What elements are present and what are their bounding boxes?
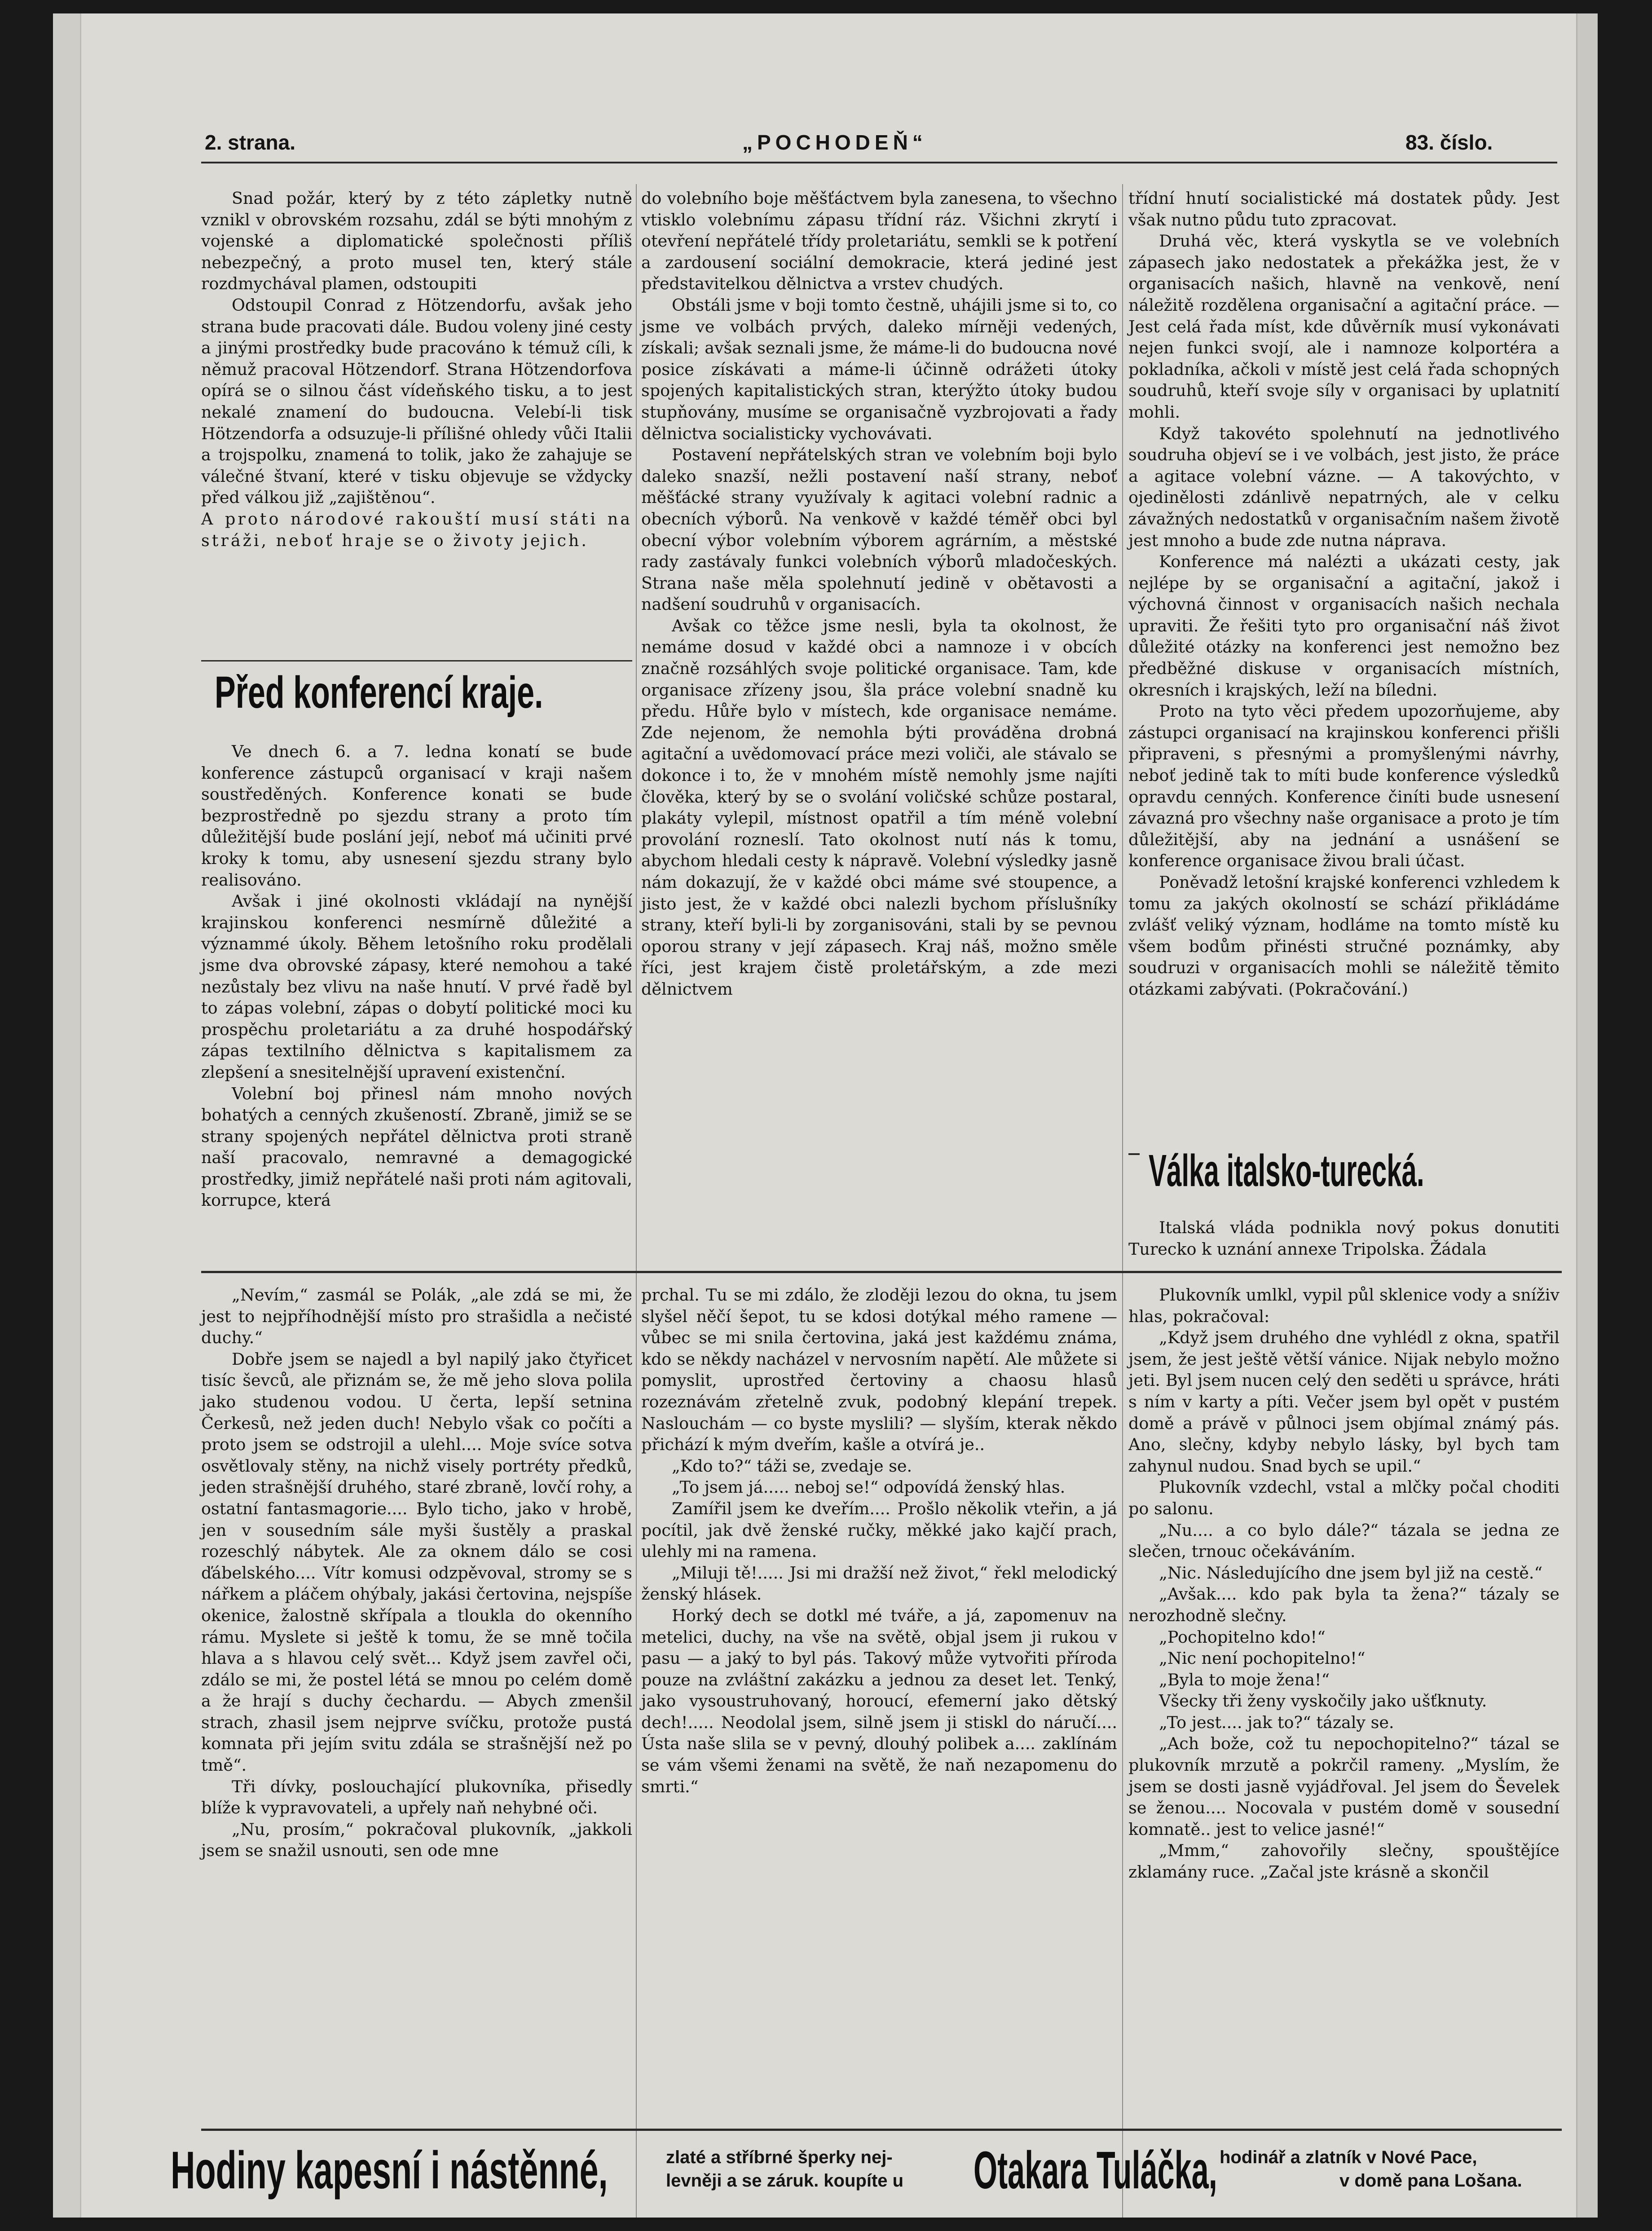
paragraph: Dobře jsem se najedl a byl napilý jako čtyřicet tisíc ševců, ale přiznám se, že mě jeho slova polila jako studenou vodou. U čerta, lepší setnina Čerkesů, než jeden duch! Nebylo však co počíti a proto jsem se odstrojil a ulehl.... Moje svíce sotva osvětlovaly stěny, na nichž visely portréty předků, jeden strašnější druhého, staré zbraně, lovčí rohy, a ostatní fantasmagorie.... Bylo ticho, jako v hrobě, jen v sousedním sále myši šustěly a praskal rozeschlý nábytek. Ale za oknem dálo se cosi ďábelského.... Vítr komusi odzpěvoval, stromy se s nářkem a pláčem ohýbaly, jakási čertovina, nejspíše okenice, žalostně skřípala a tloukla do okenního rámu. Myslete si ještě k tomu, že se mně točila hlava a s hlavou celý svět... Když jsem zavřel oči, zdálo se mi, že postel létá se mnou po celém domě a že hrají s duchy čechardu. — Abych zmenšil strach, zhasil jsem nejprve svíčku, protože pustá komnata při jejím svitu zdála se strašnější než po tmě“. xyxy=(201,1349,632,1775)
paragraph: Poněvadž letošní krajské konferenci vzhledem k tomu za jakých okolností se schází přikládáme zvlášť veliký význam, hodláme na tomto místě ku všem bodům přinésti stručné poznámky, aby soudruzi v organisacích mohli se náležitě těmito otázkami zabývati. (Pokračování.) xyxy=(1128,873,1559,999)
column-separator xyxy=(636,1280,637,2218)
paragraph: Obstáli jsme v boji tomto čestně, uhájili jsme si to, co jsme ve volbách prvých, daleko mírněji vedených, získali; avšak seznali jsme, že máme-li do budoucna nové posice získávati a máme-li účinně odrážeti útoky spojených kapitalistických stran, kterýžto útoky budou stupňovány, musíme se organisačně vyzbrojovati a řady dělnictva socialisticky vychovávati. xyxy=(641,295,1117,443)
paragraph: Avšak co těžce jsme nesli, byla ta okolnost, že nemáme dosud v každé obci a namnoze i v obcích značně rozsáhlých svoje politické organisace. Tam, kde organisace zřízeny jsou, šla práce volební snadně ku předu. Hůře bylo v místech, kde organisace nemáme. Zde nejenom, že nemohla býti prováděna drobná agitační a uvědomovací práce mezi voliči, ale stávalo se dokonce i to, že v mnohém místě nemohly jsme najíti člověka, který by se o svolání voličské schůze postaral, plakáty vylepil, místnost opatřil a tím méně volební provolání rozneslí. Tato okolnost nutí nás k tomu, abychom hledali cesty k nápravě. Volební výsledky jasně nám dokazují, že v každé obci máme své stoupence, a jisto jest, že v každé obci nalezli bychom příslušníky strany, kteří byli-li by zorganisováni, stali by se pevnou oporou strany v její zápasech. Kraj náš, možno směle říci, jest krajem čistě proletářským, a zde mezi dělnictvem xyxy=(641,616,1117,999)
paragraph: „Mmm,“ zahovořily slečny, spouštějíce zklamány ruce. „Začal jste krásně a skončil xyxy=(1128,1841,1559,1882)
advert-middle-line2: levněji a se záruk. koupíte u xyxy=(666,2171,904,2191)
paragraph: „To jest.... jak to?“ tázaly se. xyxy=(1159,1712,1394,1732)
section-rule xyxy=(201,660,632,661)
advert-right-line2: v domě pana Lošana. xyxy=(1339,2171,1522,2191)
paragraph: Postavení nepřátelských stran ve volebním boji bylo daleko snazší, nežli postavení naší strany, neboť měšťácké strany využívaly k agitaci volební radnic a obecních výborů. Na venkově v každé téměř obci byl obecní výbor volebním výborem agrárním, a městské rady zastávaly funkci volebních výborů mladočeských. Strana naše měla spolehnutí jedině v obětavosti a nadšení soudruhů v organisacích. xyxy=(641,445,1117,614)
paragraph: „Miluji tě!..... Jsi mi dražší než život,“ řekl melodický ženský hlásek. xyxy=(641,1563,1117,1604)
paragraph: Plukovník umlkl, vypil půl sklenice vody a sníživ hlas, pokračoval: xyxy=(1128,1285,1559,1326)
paragraph: „Nic. Následujícího dne jsem byl již na cestě.“ xyxy=(1159,1563,1543,1583)
paragraph: Horký dech se dotkl mé tváře, a já, zapomenuv na metelici, duchy, na vše na světě, objal jsem ji rukou v pasu — a jaký to byl pás. Takový může vytvořiti příroda pouze na zvláštní zakázku a jednou za deset let. Tenký, jako vysoustruhovaný, horoucí, efemerní jako dětský dech!..... Neodolal jsem, silně jsem ji stiskl do náručí.... Ústa naše slila se v pevný, dlouhý polibek a.... zaklínám se vám všemi ženami na světě, že naň nezapomenu do smrti.“ xyxy=(641,1605,1117,1796)
conference-headline: Před konferencí kraje. xyxy=(215,667,543,718)
page-number-label: 2. strana. xyxy=(205,131,295,154)
paragraph: „Nu.... a co bylo dále?“ tázala se jedna ze slečen, trnouc očekáváním. xyxy=(1128,1520,1559,1561)
paragraph: „Nu, prosím,“ pokračoval plukovník, „jakkoli jsem se snažil usnouti, sen ode mne xyxy=(201,1819,632,1861)
conference-article xyxy=(201,741,632,1211)
paragraph: „Kdo to?“ táži se, zvedaje se. xyxy=(672,1456,912,1476)
advert-top-rule xyxy=(201,2129,1562,2131)
column-separator xyxy=(1122,184,1123,1280)
paragraph: Konference má nalézti a ukázati cesty, jak nejlépe by se organisační a agitační, jakož i výchovná činnost v organisacích našich nechala upraviti. Že řešiti tyto pro organisační náš život důležité otázky na konferenci jest nemožno bez předběžné diskuse v organisacích místních, okresních i krajských, leží na bíledni. xyxy=(1128,552,1559,700)
paragraph: Zamířil jsem ke dveřím.... Prošlo několik vteřin, a já pocítil, jak dvě ženské ručky, měkké jako kajčí prach, ulehly mi na ramena. xyxy=(641,1499,1117,1561)
newspaper-page xyxy=(53,13,1598,2218)
story-col1 xyxy=(201,1284,632,1861)
paragraph: Snad požár, který by z této zápletky nutně vznikl v obrovském rozsahu, zdál se býti mnohým z vojenské a diplomatické společnosti příliš nebezpečný, a proto musel ten, který stále rozdmychával plamen, odstoupiti xyxy=(201,189,632,294)
issue-number: 83. číslo. xyxy=(1405,131,1493,154)
feuilleton-rule xyxy=(201,1271,1562,1273)
paragraph: do volebního boje měšťáctvem byla zanesena, to všechno vtisklo volebnímu zápasu třídní ráz. Všichni zkrytí i otevření nepřátelé třídy proletariátu, semkli se k potření a zardousení sociální demokracie, která jediné jest představitelkou dělnictva a vrstev chudých. xyxy=(641,189,1117,294)
paragraph: Plukovník vzdechl, vstal a mlčky počal choditi po salonu. xyxy=(1128,1477,1559,1518)
page-binding xyxy=(53,13,81,2218)
paragraph: „Avšak.... kdo pak byla ta žena?“ tázaly se nerozhodně slečny. xyxy=(1128,1584,1559,1625)
dash-mark xyxy=(1128,1153,1140,1155)
paragraph: prchal. Tu se mi zdálo, že zloději lezou do okna, tu jsem slyšel něčí šepot, tu se kdosi dotýkal mého ramene — vůbec se mi snila čertovina, jaká jest každému známa, kdo se někdy nacházel v nervosním napětí. Ale můžete si pomyslit, uprostřed čertoviny a chaosu hlasů rozeznávám zřetelně zvuk, podobný klepání trepek. Naslouchám — co byste myslili? — slyším, kterak někdo přichází k mým dveřím, kašle a otvírá je.. xyxy=(641,1285,1117,1455)
paragraph: Druhá věc, která vyskytla se ve volebních zápasech jako nedostatek a překážka jest, že v organisacích našich, hlavně na venkově, není náležitě rozdělena organisační a agitační práce. — Jest celá řada míst, kde důvěrník musí vykonávati nejen funkci svojí, ale i namnoze kolportéra a pokladníka, ačkoli v místě jest celá řada schopných soudruhů, kteří svoje síly v organisaci by uplatnití mohli. xyxy=(1128,231,1559,422)
advert-name: Otakara Tuláčka, xyxy=(974,2141,1217,2200)
masthead-title: „POCHODEŇ“ xyxy=(742,131,927,154)
advert-headline: Hodiny kapesní i nástěnné, xyxy=(171,2141,608,2200)
paragraph: „Nevím,“ zasmál se Polák, „ale zdá se mi, že jest to nejpříhodnější místo pro strašidla a nečisté duchy.“ xyxy=(201,1285,632,1348)
header-rule xyxy=(201,162,1557,163)
paragraph: Když takovéto spolehnutí na jednotlivého soudruha objeví se i ve volbách, jest jisto, že práce a agitace volební vázne. — A takovýchto, v ojedinělosti zdánlivě nepatrných, ale v celku závažných nedostatků v organisačním našem životě jest mnoho a bude zde nutna náprava. xyxy=(1128,423,1559,550)
paragraph: Proto na tyto věci předem upozorňujeme, aby zástupci organisací na krajinskou konferenci přišli připraveni, s přesnými a promyšlenými návrhy, neboť jedině tak to míti bude konference výsledků opravdu cenných. Konference činíti bude usnesení závazná pro všechny naše organisace a proto je tím důležitější, aby na jednání a usnášení se konference organisace živou brali účast. xyxy=(1128,701,1559,871)
paragraph: Volební boj přinesl nám mnoho nových bohatých a cenných zkušeností. Zbraně, jimiž se se strany spojených nepřátel dělnictva proti straně naší pracovalo, nemravné a demagogické prostředky, jimiž nepřátelé naši proti nám agitovali, korrupce, která xyxy=(201,1084,632,1210)
advert-right-line1: hodinář a zlatník v Nové Pace, xyxy=(1220,2147,1477,2167)
paragraph: „Nic není pochopitelno!“ xyxy=(1159,1649,1366,1668)
paragraph: „Byla to moje žena!“ xyxy=(1159,1670,1330,1689)
paragraph: „Pochopitelno kdo!“ xyxy=(1159,1627,1326,1647)
story-col2 xyxy=(641,1284,1117,1797)
paragraph: Tři dívky, poslouchající plukovníka, přisedly blíže k vypravovateli, a upřely naň nehybné oči. xyxy=(201,1777,632,1818)
column-separator xyxy=(636,184,637,1280)
advert-middle-line1: zlaté a stříbrné šperky nej- xyxy=(666,2147,893,2167)
paragraph: třídní hnutí socialistické má dostatek půdy. Jest však nutno půdu tuto zpracovat. xyxy=(1128,189,1559,229)
paragraph: „To jsem já..... neboj se!“ odpovídá ženský hlas. xyxy=(672,1477,1066,1497)
paragraph: Italská vláda podnikla nový pokus donutiti Turecko k uznání annexe Tripolska. Žádala xyxy=(1128,1218,1559,1259)
paragraph: Odstoupil Conrad z Hötzendorfu, avšak jeho strana bude pracovati dále. Budou voleny jiné cesty a jinými prostředky bude pracováno k témuž cíli, k němuž pracoval Hötzendorf. Strana Hötzendorfova opírá se o silnou část vídeňského tisku, a to jest nekalé znamení do budoucna. Velebí-li tisk Hötzendorfa a odsuzuje-li přílišné ohledy vůči Italii a trojspolku, znamená to tolik, jako že zahajuje se válečné štvaní, které v tisku objevuje se vždycky před válkou již „zajištěnou“. xyxy=(201,295,632,507)
closing-statement: A proto národové rakouští musí státi na stráži, neboť hraje se o životy jejich. xyxy=(201,509,632,550)
war-headline: Válka italsko-turecká. xyxy=(1149,1146,1424,1196)
paragraph: Všecky tři ženy vyskočily jako ušťknuty. xyxy=(1159,1691,1487,1711)
paragraph: „Když jsem druhého dne vyhlédl z okna, spatřil jsem, že jest ještě větší vánice. Nijak nebylo možno jeti. Byl jsem nucen celý den seděti u správce, hráti s ním v karty a píti. Večer jsem byl opět v pustém domě a právě v půlnoci jsem objímal známý pás. Ano, slečny, kdyby nebylo lásky, byl bych tam zahynul nudou. Snad bych se upil.“ xyxy=(1128,1328,1559,1476)
article-continuation xyxy=(201,188,632,551)
conference-article-col3 xyxy=(1128,188,1559,1000)
page-right-edge xyxy=(1576,13,1598,2218)
paragraph: „Ach bože, což tu nepochopitelno?“ tázal se plukovník mrzutě a pokrčil rameny. „Myslím, že jsem se dosti jasně vyjádřoval. Jel jsem do Ševelek se ženou.... Nocovala v pustém domě v sousední komnatě.. jest to velice jasné!“ xyxy=(1128,1734,1559,1839)
war-article xyxy=(1128,1217,1559,1260)
column-separator xyxy=(1122,1280,1123,2218)
conference-article-col2 xyxy=(641,188,1117,1000)
paragraph: Ve dnech 6. a 7. ledna konatí se bude konference zástupců organisací v kraji našem soustředěných. Konference konati se bude bezprostředně po sjezdu strany a proto tím důležitější bude poslání její, neboť má učiniti prvé kroky k tomu, aby usnesení sjezdu strany bylo realisováno. xyxy=(201,742,632,890)
story-col3 xyxy=(1128,1284,1559,1883)
paragraph: Avšak i jiné okolnosti vkládají na nynější krajinskou konferenci nesmírně důležité a význammé úkoly. Během letošního roku prodělali jsme dva obrovské zápasy, které nemohou a také nezůstaly bez vlivu na naše hnutí. V prvé řadě byl to zápas volební, zápas o dobytí politické moci ku prospěchu proletariátu a za druhé hospodářský zápas textilního dělnictva s kapitalismem za zlepšení a snesitelnější upravení existenční. xyxy=(201,891,632,1082)
